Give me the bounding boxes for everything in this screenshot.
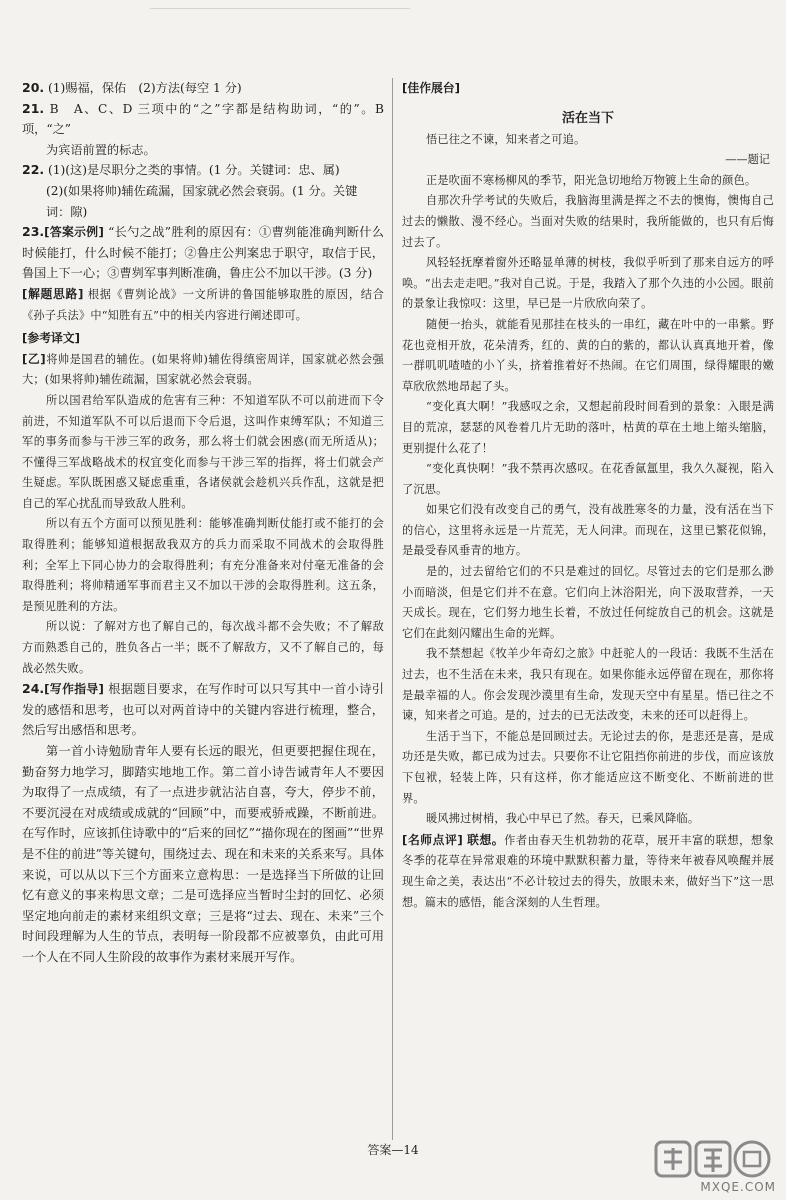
question-21: 21. B A、C、D 三项中的“之”字都是结构助词，“的”。B 项，“之” — [22, 100, 385, 137]
answer-example-tag: [答案示例] — [44, 225, 104, 240]
essay-paragraph: 风轻轻抚摩着窗外还略显单薄的树枝，我似乎听到了那来自远方的呼唤。“出去走走吧。”我对自己说。于是，我踏入了那个久违的小公园。眼前的景象让我惊叹：这里，早已是一片欣欣向荣了。 — [402, 256, 774, 311]
essay-paragraph: 暖风拂过树梢，我心中早已了然。春天，已乘风降临。 — [426, 812, 700, 826]
showcase-tag: [佳作展台] — [402, 81, 460, 95]
teacher-comment: [名师点评] 联想。作者由春天生机勃勃的花草，展开丰富的联想，想象冬季的花草在异常艰难的环境中默默积蓄力量，等待来年被春风唤醒并展现生命之美，表达出“不必计较过去的得失，放眼未来，做好当下”这一思想。篇末的感悟，能含深刻的人生哲理。 — [402, 832, 774, 909]
essay-paragraph: 自那次升学考试的失败后，我脑海里满是挥之不去的懊悔，懊悔自己过去的懒散、漫不经心。当面对失败的结果时，我所能做的，也只有后悔过去了。 — [402, 194, 774, 249]
teacher-comment-tag: [名师点评] — [402, 832, 463, 847]
thinking-tag: [解题思路] — [22, 286, 84, 301]
translation-para-4: 所以说：了解对方也了解自己的，每次战斗都不会失败；不了解敌方而熟悉自己的，胜负各占一半；既不了解敌方，又不了解自己的，每战必然失败。 — [22, 620, 384, 675]
essay-paragraph: 如果它们没有改变自己的勇气，没有战胜寒冬的力量，没有活在当下的信心，这里将永远是一片荒芜，无人问津。而现在，这里已繁花似锦，是最受春风垂青的地方。 — [402, 503, 774, 558]
page-footer: 答案—14 — [367, 1143, 419, 1157]
scan-edge-mark — [150, 8, 410, 9]
question-22-line3: 词：隙) — [46, 204, 88, 219]
essay-paragraph: 我不禁想起《牧羊少年奇幻之旅》中赶驼人的一段话：我既不生活在过去，也不生活在未来，我只有现在。如果你能永远停留在现在，那你将是最幸福的人。你会发现沙漠里有生命，发现天空中有星星。悟已往之不谏，知来者之可追。是的，过去的已无法改变，未来的还可以赶得上。 — [402, 647, 774, 723]
column-divider — [392, 78, 393, 1140]
essay-body — [402, 171, 774, 830]
reference-translation-tag: [参考译文] — [22, 331, 80, 346]
question-24-guide: 24.[写作指导] 根据题目要求，在写作时可以只写其中一首小诗引发的感悟和思考，也可以对两首诗中的关键内容进行梳理，整合，然后写出感悟和思考。 — [22, 681, 384, 738]
essay-paragraph: “变化真快啊！”我不禁再次感叹。在花香氤氲里，我久久凝视，陷入了沉思。 — [402, 462, 774, 496]
right-column — [402, 78, 774, 913]
question-22: 22. (1)(这)是尽职分之类的事情。(1 分。关键词：忠、属) — [22, 162, 340, 178]
watermark-text: MXQE.COM — [700, 1180, 776, 1194]
essay-paragraph: 是的，过去留给它们的不只是难过的回忆。尽管过去的它们是那么渺小而暗淡，但是它们并不在意。它们向上沐浴阳光，向下汲取营养，一天天成长。现在，它们努力地生长着，不放过任何绽放自己的机会。这就是它们在此刻闪耀出生命的光辉。 — [402, 565, 774, 640]
essay-paragraph: 随便一抬头，就能看见那挂在枝头的一串红，藏在叶中的一串紫。野花也竞相开放，花朵清秀，红的、黄的白的紫的，都认认真真地开着，像一群叽叽喳喳的小丫头，挤着推着好不热闹。在它们周围，绿得耀眼的嫩草欣欣然地昂起了头。 — [402, 317, 774, 393]
translation-para-3: 所以有五个方面可以预见胜利：能够准确判断仗能打或不能打的会取得胜利；能够知道根据敌我双方的兵力而采取不同战术的会取得胜利；全军上下同心协力的会取得胜利；有充分准备来对付毫无准备的会取得胜利；将帅精通军事而君主又不加以干涉的会取得胜利。这五条，是预见胜利的方法。 — [22, 517, 384, 613]
question-24-body: 第一首小诗勉励青年人要有长远的眼光，但更要把握住现在，勤奋努力地学习，脚踏实地地工作。第二首小诗告诫青年人不要因为取得了一点成绩，有了一点进步就沾沾自喜，夸大，停步不前，不要沉浸在对成绩或成就的“回顾”中，而要戒骄戒躁，不断前进。在写作时，应该抓住诗歌中的“后来的回忆”“描你现在的图画”“世界是不住的前进”等关键句，围绕过去、现在和未来的关系来写。具体来说，可以从以下三个方面来立意构思：一是选择当下所做的让回忆有意义的事来构思文章；二是可选择应当暂时尘封的回忆、必须坚定地向前走的素材来组织文章；三是将“过去、现在、未来”三个时间段理解为人生的节点，表明每一阶段都不应被辜负，由此可用一个人在不同人生阶段的故事作为素材来展开写作。 — [22, 744, 384, 964]
essay-paragraph: 正是吹面不寒杨柳风的季节，阳光急切地给万物镀上生命的颜色。 — [426, 173, 757, 187]
question-23-answer: 23.[答案示例] “长勺之战”胜利的原因有：①曹刿能准确判断什么时候能打，什么时候不能打；②鲁庄公判案忠于职守，取信于民，鲁国上下一心；③曹刿军事判断准确，鲁庄公不加以干涉。(3 分) — [22, 224, 384, 281]
epigraph-signature: ——题记 — [725, 153, 770, 167]
essay-title: 活在当下 — [561, 110, 614, 126]
writing-guide-tag: [写作指导] — [44, 682, 104, 697]
translation-para-1: [乙]将帅是国君的辅佐。(如果将帅)辅佐得缜密周详，国家就必然会强大；(如果将帅)辅佐疏漏，国家就必然会衰弱。 — [22, 351, 384, 387]
question-22-line2: (2)(如果将帅)辅佐疏漏，国家就必然会衰弱。(1 分。关键 — [46, 183, 358, 198]
question-23-thinking: [解题思路] 根据《曹刿论战》一文所讲的鲁国能够取胜的原因，结合《孙子兵法》中“知胜有五”中的相关内容进行阐述即可。 — [22, 286, 385, 322]
essay-paragraph: 生活于当下，不能总是回顾过去。无论过去的你，是悲还是喜，是成功还是失败，都已成为过去。只要你不让它阻挡你前进的步伐，而应该放下包袱，轻装上阵，只有这样，你才能适应这不断变化、不断前进的世界。 — [402, 729, 774, 805]
essay-epigraph: 悟已往之不谏，知来者之可追。 — [426, 132, 586, 146]
question-21-cont: 为宾语前置的标志。 — [46, 142, 156, 157]
essay-paragraph: “变化真大啊！”我感叹之余，又想起前段时间看到的景象：入眼是满目的荒凉，瑟瑟的风卷着几片无助的落叶，枯黄的草在土地上缩头缩脑，更别提什么花了！ — [402, 400, 774, 455]
question-20: 20. (1)赐福，保佑 (2)方法(每空 1 分) — [22, 80, 242, 95]
translation-para-2: 所以国君给军队造成的危害有三种：不知道军队不可以前进而下令前进，不知道军队不可以后退而下令后退，这叫作束缚军队；不知道三军的事务而参与干涉三军的政务，那么将士们就会困惑(而无所适从)；不懂得三军战略战术的权宜变化而参与干涉三军的指挥，将士们就会产生疑虑。军队既困惑又疑虑重重，各诸侯就会趁机兴兵作乱，这就是把自己的军心扰乱而导致敌人胜利。 — [22, 393, 384, 510]
left-column — [22, 78, 384, 968]
